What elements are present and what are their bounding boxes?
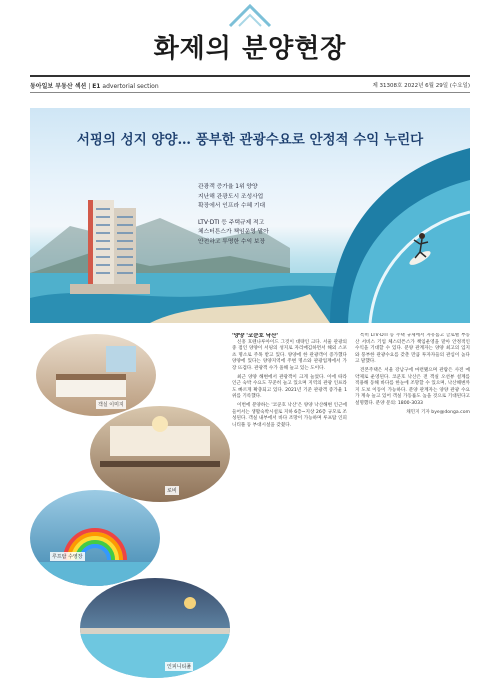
bullet-line: 체스터튼스가 책임운영 맡아 — [198, 229, 269, 235]
photo-caption: 로비 — [167, 488, 177, 494]
bullet-line: LTV·DTI 등 주택규제 적고 — [198, 219, 265, 226]
photo-collage — [30, 332, 230, 680]
article-paragraph: 신흥 호텐나루아이드 그것이 대략인 크다. 서울 관광의 중 점인 양양이 서핑의 성지로 자리매김하면서 해외 스포츠 명소로 주목 받고 있다. 양양에 한 관광객이 증가했다 양양에 있다는 양양지역에 주변 명소와 관광업계에서 가장 뜨겁다. 관광객 수가 올해 늘고 있는 도이다. — [232, 339, 347, 371]
photo-caption: 인피니티풀 — [167, 664, 192, 670]
bullet-line: 안전하고 투명한 수익 보장 — [198, 238, 266, 245]
section-meta: 동아일보 부동산 섹션 | E1 advertorial section — [30, 83, 159, 90]
surfer-wave-icon — [330, 148, 470, 323]
photo-caption: 루프탑 수영장 — [52, 554, 83, 560]
infinity-pool-photo — [80, 578, 230, 678]
article-paragraph: 이번에 분양하는 '코쿤호 낙산'은 양양 낙산해변 인근에 들어서는 생활숙박시설로 지하 6층~지상 26층 규모로 조성된다. 객실 내부에서 바다 조망이 가능하며 루프탑 인피니티풀 등 부대시설을 갖췄다. — [232, 402, 347, 428]
bullet-line: 확장에서 인프라 수혜 기대 — [198, 203, 266, 209]
lobby-photo — [90, 406, 230, 502]
page-number: E1 — [92, 83, 101, 90]
issue-info: 제 31308호 2022년 6월 29일 (수요일) — [372, 83, 470, 89]
hero-bullets — [198, 183, 269, 247]
article-paragraph: 견본주택은 서울 강남구에 마련됐으며 관람은 사전 예약제로 운영된다. 코쿤호 낙산은 전 객실 오션뷰 설계를 적용해 동해 바다를 한눈에 조망할 수 있으며, 낙산해변까지 도보 이동이 가능하다. 분양 관계자는 양양 관광 수요가 계속 늘고 있어 객실 가동률도 높을 것으로 기대된다고 설명했다. 분양 문의: 1800-3033 — [355, 367, 470, 406]
infinity-pool-image — [80, 578, 230, 678]
article-kicker: '양양 '코쿤호 낙산' — [232, 333, 279, 339]
top-rule — [30, 75, 470, 77]
photo-caption: 객실 이미지 — [98, 402, 124, 408]
section-type: advertorial section — [102, 83, 159, 90]
article-paragraph: 특히 LTV·DTI 등 주택 규제에서 자유롭고 글로벌 부동산 서비스 기업 체스터튼스가 책임운영을 맡아 안정적인 수익을 기대할 수 있다. 분양 관계자는 양양 최고의 입지와 풍부한 관광수요를 갖춘 만큼 투자자들의 관심이 높다고 말했다. — [355, 333, 470, 365]
masthead — [0, 0, 500, 72]
lobby-image — [90, 406, 230, 502]
bullet-gap — [198, 212, 269, 219]
article-paragraph: 최근 양양 해변에서 관광객이 크게 늘었다. 이에 따라 인근 숙박 수요도 꾸준히 늘고 있으며 지역의 관광 인프라도 빠르게 확충되고 있다. 2021년 기준 관광객 증가율 1위를 기록했다. — [232, 374, 347, 400]
room-photo — [36, 334, 156, 416]
rooftop-pool-image — [30, 490, 160, 586]
rooftop-pool-photo — [30, 490, 160, 586]
hero-headline: 서핑의 성지 양양… 풍부한 관광수요로 안정적 수익 누린다 — [76, 132, 424, 148]
bullet-line: 지난해 관광도시 조성사업 — [198, 193, 264, 200]
section-title: 화제의 분양현장 — [153, 34, 347, 64]
meta-rule — [30, 92, 470, 93]
article-body — [232, 333, 470, 678]
article-byline: 채민지 기자 bye@donga.com — [406, 409, 470, 415]
house-roof-logo-icon — [225, 2, 275, 28]
bullet-line: 관광객 증가율 1위 양양 — [198, 184, 258, 190]
paper-name: 동아일보 부동산 섹션 — [30, 83, 87, 90]
